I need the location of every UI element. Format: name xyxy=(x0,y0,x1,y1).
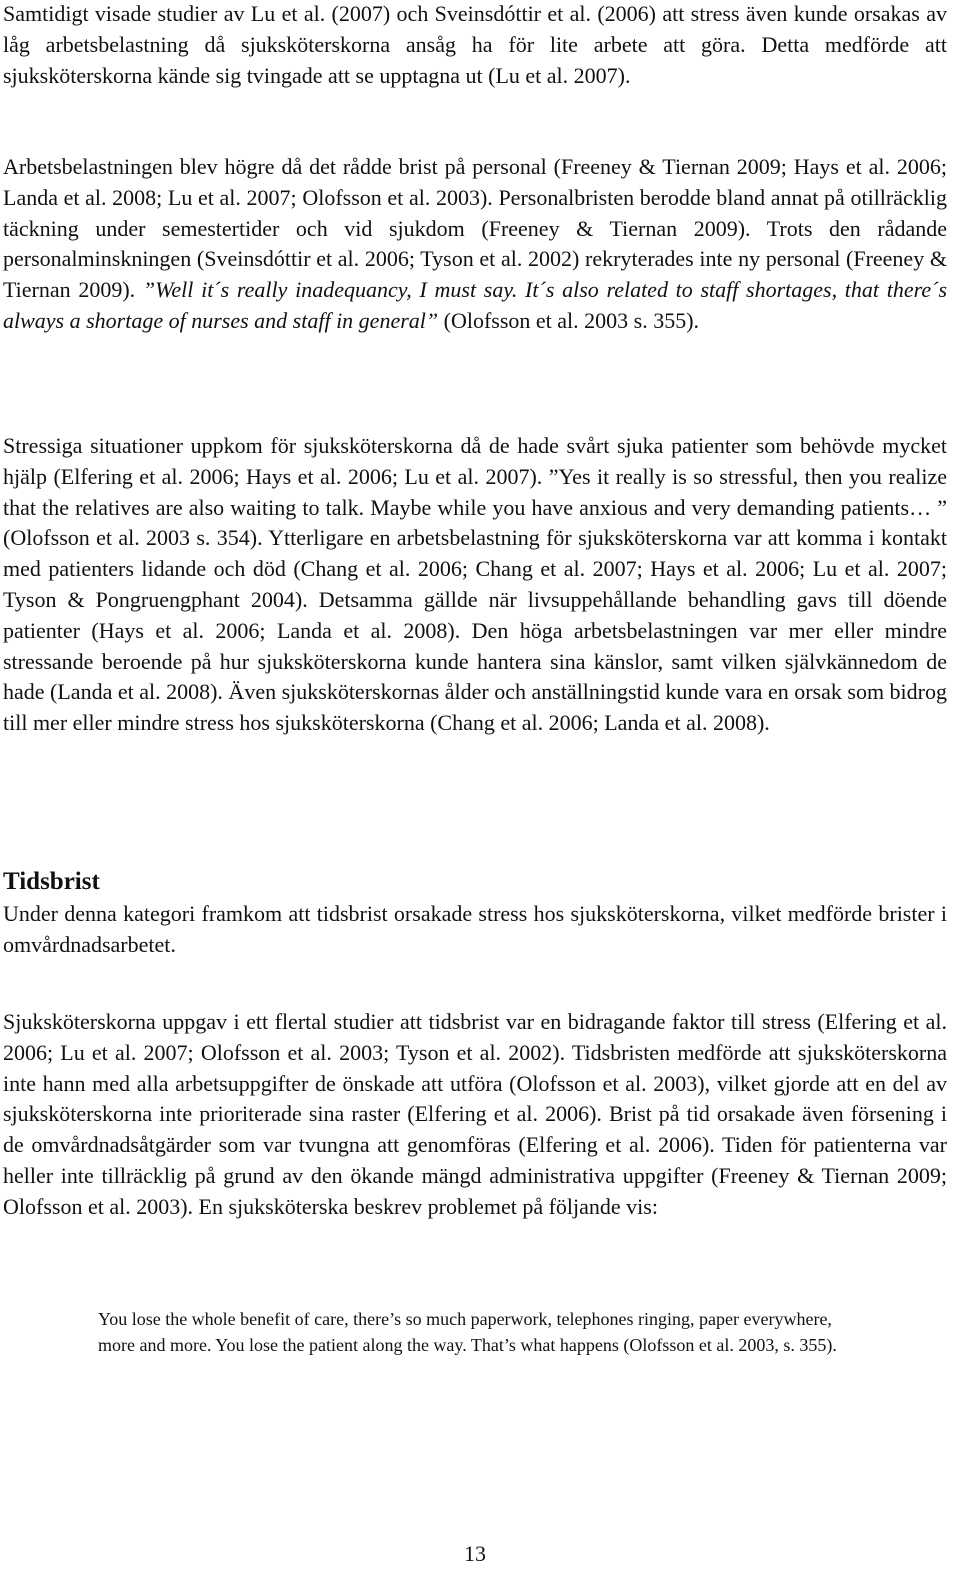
paragraph-text: (Olofsson et al. 2003 s. 354). Ytterligare en arbetsbelastning för sjuksköterskorna var att komma i kontakt med patienters lidande och död (Chang et al. 2006; Chang et al. 2007; Hays et al. 2006; Lu et al. 2007; Tyson & Pongruengphant 2004). Detsamma gällde när livsuppehållande behandling gavs till döende patienter (Hays et al. 2006; Landa et al. 2008). Den höga arbetsbelastningen var mer eller mindre stressande beroende på hur sjuksköterskorna kunde hantera sina känslor, samt vilken självkännedom de hade (Landa et al. 2008). Även sjuksköterskornas ålder och anställningstid kunde vara en orsak som bidrog till mer eller mindre stress hos sjuksköterskorna (Chang et al. 2006; Landa et al. 2008). xyxy=(3,525,947,736)
block-quote: You lose the whole benefit of care, there’s so much paperwork, telephones ringing, paper everywhere, more and more. You lose the patient along the way. That’s what happens (Olofsson et al. 2003, s. 355). xyxy=(98,1309,837,1355)
paragraph-stressful-situations xyxy=(3,431,947,739)
paragraph-low-workload: Samtidigt visade studier av Lu et al. (2007) och Sveinsdóttir et al. (2006) att stress även kunde orsakas av låg arbetsbelastning då sjuksköterskorna ansåg ha för lite arbete att göra. Detta medförde att sjuksköterskorna kände sig tvingade att se upptagna ut (Lu et al. 2007). xyxy=(3,1,947,88)
page-number: 13 xyxy=(464,1541,486,1566)
paragraph-time-shortage: Sjuksköterskorna uppgav i ett flertal studier att tidsbrist var en bidragande faktor till stress (Elfering et al. 2006; Lu et al. 2007; Olofsson et al. 2003; Tyson et al. 2002). Tidsbristen medförde att sjuksköterskorna inte hann med alla arbetsuppgifter de önskade att utföra (Olofsson et al. 2003), vilket gjorde att en del av sjuksköterskorna inte prioriterade sina raster (Elfering et al. 2006). Brist på tid orsakade även försening i de omvårdnadsåtgärder som var tvungna att genomföras (Elfering et al. 2006). Tiden för patienterna var heller inte tillräcklig på grund av den ökande mängd administrativa uppgifter (Freeney & Tiernan 2009; Olofsson et al. 2003). En sjuksköterska beskrev problemet på följande vis: xyxy=(3,1009,947,1219)
inline-quote: ”Well it´s really inadequancy, I must say. It´s also related to staff shortages, that there´s always a shortage of nurses and staff in general” xyxy=(3,277,947,333)
paragraph-text: (Olofsson et al. 2003 s. 355). xyxy=(443,307,700,333)
paragraph-category-intro: Under denna kategori framkom att tidsbrist orsakade stress hos sjuksköterskorna, vilket medförde brister i omvårdnadsarbetet. xyxy=(3,901,947,957)
paragraph-staff-shortage xyxy=(3,152,947,337)
inline-quote: ”Yes it really is so stressful, then you realize that the relatives are also waiting to talk. Maybe while you have anxious and very demanding patients… ” xyxy=(3,463,947,520)
section-heading: Tidsbrist xyxy=(3,868,100,895)
paragraph-text: Stressiga situationer uppkom för sjuksköterskorna då de hade svårt sjuka patienter som behövde mycket hjälp (Elfering et al. 2006; Hays et al. 2006; Lu et al. 2007). xyxy=(3,433,947,489)
paragraph-text: Arbetsbelastningen blev högre då det rådde brist på personal (Freeney & Tiernan 2009; Hays et al. 2006; Landa et al. 2008; Lu et al. 2007; Olofsson et al. 2003). Personalbristen berodde bland annat på otillräcklig täckning under semestertider och vid sjukdom (Freeney & Tiernan 2009). Trots den rådande personalminskningen (Sveinsdóttir et al. 2006; Tyson et al. 2002) rekryterades inte ny personal (Freeney & Tiernan 2009). xyxy=(3,154,947,303)
